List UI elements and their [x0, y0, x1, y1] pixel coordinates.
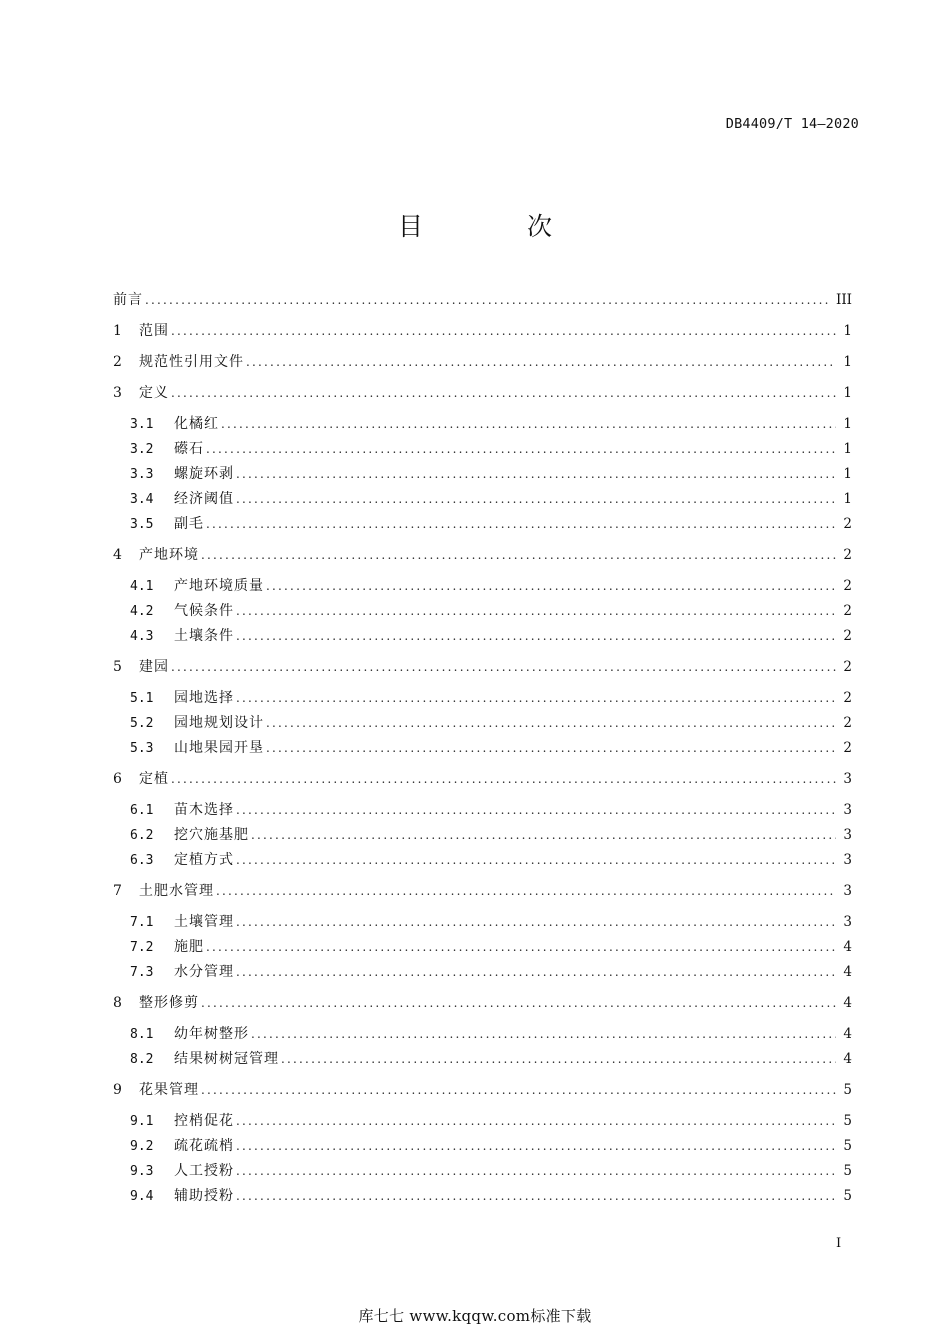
toc-leader-dots: [246, 355, 836, 369]
toc-entry-label: 产地环境: [139, 547, 199, 563]
toc-entry-page: 3: [843, 771, 852, 787]
toc-leader-dots: [236, 467, 836, 481]
toc-leader-dots: [236, 604, 836, 618]
toc-entry-label: 幼年树整形: [174, 1026, 249, 1042]
toc-entry-label: 整形修剪: [139, 995, 199, 1011]
toc-entry-page: 5: [843, 1138, 852, 1154]
toc-leader-dots: [266, 716, 836, 730]
toc-entry-label: 辅助授粉: [174, 1188, 234, 1204]
toc-entry-page: 2: [843, 516, 852, 532]
toc-leader-dots: [236, 803, 836, 817]
toc-entry-label: 施肥: [174, 939, 204, 955]
toc-entry[interactable]: [113, 880, 852, 902]
toc-entry-label: 定植: [139, 771, 169, 787]
toc-entry-number: 6.2: [130, 828, 154, 843]
toc-entry-label: 结果树树冠管理: [174, 1051, 279, 1067]
toc-entry[interactable]: [113, 961, 852, 983]
toc-leader-dots: [236, 1139, 836, 1153]
toc-leader-dots: [206, 940, 836, 954]
toc-entry[interactable]: [113, 799, 852, 821]
toc-entry[interactable]: [113, 1079, 852, 1101]
toc-entry[interactable]: [113, 600, 852, 622]
toc-entry-page: 1: [843, 466, 852, 482]
toc-entry-number: 3.2: [130, 442, 154, 457]
toc-entry-number: 4.1: [130, 579, 154, 594]
toc-entry-page: 3: [843, 852, 852, 868]
toc-leader-dots: [216, 884, 836, 898]
toc-entry-page: 1: [843, 385, 852, 401]
toc-entry-page: 1: [843, 491, 852, 507]
toc-entry[interactable]: [113, 544, 852, 566]
footer-watermark: 库七七 www.kqqw.com标准下载: [358, 1307, 592, 1325]
toc-entry[interactable]: [113, 463, 852, 485]
toc-entry-label: 前言: [113, 292, 143, 308]
toc-entry[interactable]: [113, 1185, 852, 1207]
toc-entry[interactable]: [113, 289, 852, 311]
toc-entry-number: 5: [113, 659, 122, 675]
toc-entry-label: 水分管理: [174, 964, 234, 980]
toc-entry-page: 1: [843, 354, 852, 370]
toc-leader-dots: [201, 1083, 836, 1097]
toc-entry-page: 4: [843, 1051, 852, 1067]
toc-entry[interactable]: [113, 625, 852, 647]
toc-entry-page: 5: [843, 1082, 852, 1098]
toc-leader-dots: [236, 853, 836, 867]
toc-entry[interactable]: [113, 712, 852, 734]
toc-entry-number: 1: [113, 323, 122, 339]
toc-entry-label: 花果管理: [139, 1082, 199, 1098]
toc-entry-number: 7.1: [130, 915, 154, 930]
page-number: I: [836, 1236, 842, 1251]
toc-entry[interactable]: [113, 1048, 852, 1070]
toc-entry-number: 7.2: [130, 940, 154, 955]
toc-leader-dots: [171, 386, 836, 400]
toc-entry-page: 5: [843, 1163, 852, 1179]
toc-entry-number: 5.3: [130, 741, 154, 756]
toc-leader-dots: [206, 517, 836, 531]
toc-entry-number: 8.1: [130, 1027, 154, 1042]
toc-leader-dots: [221, 417, 836, 431]
toc-leader-dots: [236, 1189, 836, 1203]
toc-entry-number: 9.2: [130, 1139, 154, 1154]
toc-entry-label: 疏花疏梢: [174, 1138, 234, 1154]
toc-entry-number: 3.1: [130, 417, 154, 432]
toc-entry[interactable]: [113, 849, 852, 871]
toc-leader-dots: [171, 660, 836, 674]
toc-entry-label: 园地规划设计: [174, 715, 264, 731]
toc-entry-label: 化橘红: [174, 416, 219, 432]
toc-entry[interactable]: [113, 575, 852, 597]
toc-entry[interactable]: [113, 737, 852, 759]
toc-entry[interactable]: [113, 824, 852, 846]
toc-leader-dots: [201, 548, 836, 562]
toc-entry-page: 2: [843, 715, 852, 731]
toc-entry-number: 6.3: [130, 853, 154, 868]
toc-entry-number: 9: [113, 1082, 122, 1098]
toc-entry-label: 建园: [139, 659, 169, 675]
toc-entry-label: 气候条件: [174, 603, 234, 619]
toc-entry[interactable]: [113, 768, 852, 790]
toc-entry-number: 9.4: [130, 1189, 154, 1204]
toc-entry[interactable]: [113, 382, 852, 404]
toc-entry[interactable]: [113, 513, 852, 535]
toc-leader-dots: [236, 691, 836, 705]
toc-entry-page: 5: [843, 1188, 852, 1204]
toc-entry-number: 5.2: [130, 716, 154, 731]
toc-leader-dots: [236, 915, 836, 929]
toc-entry-label: 山地果园开垦: [174, 740, 264, 756]
toc-entry[interactable]: [113, 992, 852, 1014]
toc-entry[interactable]: [113, 351, 852, 373]
toc-entry-label: 礤石: [174, 441, 204, 457]
toc-leader-dots: [266, 741, 836, 755]
toc-entry-label: 产地环境质量: [174, 578, 264, 594]
toc-entry-label: 园地选择: [174, 690, 234, 706]
toc-entry-page: 3: [843, 914, 852, 930]
toc-entry-label: 苗木选择: [174, 802, 234, 818]
toc-entry-label: 定义: [139, 385, 169, 401]
toc-entry-number: 6: [113, 771, 122, 787]
toc-entry-number: 8: [113, 995, 122, 1011]
toc-leader-dots: [251, 1027, 836, 1041]
toc-entry-page: 5: [843, 1113, 852, 1129]
toc-entry-page: 2: [843, 603, 852, 619]
toc-entry-number: 2: [113, 354, 122, 370]
toc-leader-dots: [171, 772, 836, 786]
toc-entry-label: 经济阈值: [174, 491, 234, 507]
toc-entry-label: 控梢促花: [174, 1113, 234, 1129]
toc-entry-page: III: [836, 292, 852, 308]
toc-entry-page: 2: [843, 628, 852, 644]
standard-code: DB4409/T 14—2020: [725, 116, 859, 132]
toc-entry[interactable]: [113, 1135, 852, 1157]
toc-entry-number: 3.4: [130, 492, 154, 507]
toc-entry[interactable]: [113, 488, 852, 510]
toc-entry-number: 3: [113, 385, 122, 401]
toc-entry-number: 8.2: [130, 1052, 154, 1067]
toc-entry-number: 4: [113, 547, 122, 563]
toc-leader-dots: [206, 442, 836, 456]
toc-entry[interactable]: [113, 656, 852, 678]
toc-entry-page: 4: [843, 1026, 852, 1042]
toc-entry-page: 4: [843, 964, 852, 980]
toc-entry-label: 范围: [139, 323, 169, 339]
toc-entry-label: 土肥水管理: [139, 883, 214, 899]
toc-entry-page: 3: [843, 802, 852, 818]
toc-leader-dots: [281, 1052, 836, 1066]
toc-entry-page: 1: [843, 416, 852, 432]
toc-leader-dots: [236, 1164, 836, 1178]
toc-entry-label: 土壤条件: [174, 628, 234, 644]
toc-entry-label: 挖穴施基肥: [174, 827, 249, 843]
toc-entry-page: 2: [843, 659, 852, 675]
toc-entry[interactable]: [113, 438, 852, 460]
toc-leader-dots: [201, 996, 836, 1010]
toc-leader-dots: [266, 579, 836, 593]
toc-entry-page: 4: [843, 995, 852, 1011]
toc-leader-dots: [236, 1114, 836, 1128]
toc-entry-page: 3: [843, 883, 852, 899]
toc-entry-page: 2: [843, 740, 852, 756]
toc-entry-number: 9.3: [130, 1164, 154, 1179]
toc-entry-number: 6.1: [130, 803, 154, 818]
toc-entry[interactable]: [113, 1023, 852, 1045]
toc-entry[interactable]: [113, 1110, 852, 1132]
toc-entry-number: 5.1: [130, 691, 154, 706]
toc-entry-page: 2: [843, 578, 852, 594]
toc-entry-label: 副毛: [174, 516, 204, 532]
toc-entry-page: 2: [843, 547, 852, 563]
toc-leader-dots: [236, 965, 836, 979]
toc-entry-number: 3.5: [130, 517, 154, 532]
toc-entry[interactable]: [113, 413, 852, 435]
toc-title: 目 次: [398, 212, 600, 241]
toc-leader-dots: [145, 293, 830, 307]
toc-entry[interactable]: [113, 1160, 852, 1182]
toc-entry-number: 4.2: [130, 604, 154, 619]
toc-entry-number: 7.3: [130, 965, 154, 980]
toc-entry-page: 2: [843, 690, 852, 706]
toc-entry-label: 土壤管理: [174, 914, 234, 930]
toc-entry[interactable]: [113, 936, 852, 958]
toc-entry-label: 人工授粉: [174, 1163, 234, 1179]
toc-leader-dots: [236, 629, 836, 643]
toc-entry-label: 规范性引用文件: [139, 354, 244, 370]
toc-entry[interactable]: [113, 911, 852, 933]
toc-entry[interactable]: [113, 687, 852, 709]
toc-entry[interactable]: [113, 320, 852, 342]
toc-entry-page: 1: [843, 323, 852, 339]
toc-entry-page: 3: [843, 827, 852, 843]
toc-entry-number: 7: [113, 883, 122, 899]
toc-entry-page: 4: [843, 939, 852, 955]
toc-leader-dots: [171, 324, 836, 338]
toc-leader-dots: [251, 828, 836, 842]
toc-leader-dots: [236, 492, 836, 506]
toc-entry-number: 3.3: [130, 467, 154, 482]
toc-entry-number: 9.1: [130, 1114, 154, 1129]
toc-entry-page: 1: [843, 441, 852, 457]
toc-entry-number: 4.3: [130, 629, 154, 644]
toc-entry-label: 螺旋环剥: [174, 466, 234, 482]
toc-entry-label: 定植方式: [174, 852, 234, 868]
